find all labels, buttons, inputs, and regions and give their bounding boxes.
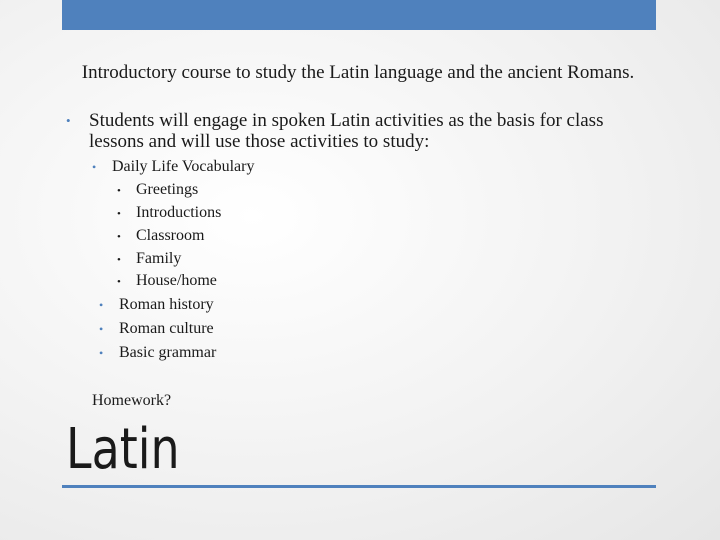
top-accent-bar: [62, 0, 656, 30]
vocab-label: House/home: [136, 272, 217, 289]
topic-item: [92, 158, 254, 176]
vocab-item: [117, 272, 217, 291]
bullet-icon: •: [66, 113, 71, 128]
bullet-icon: •: [99, 322, 104, 336]
topic-item: [99, 320, 214, 338]
vocab-label: Classroom: [136, 227, 205, 244]
main-bullet-text: Students will engage in spoken Latin activities as the basis for class lessons and will use those activities to study:: [89, 110, 604, 152]
intro-text: Introductory course to study the Latin language and the ancient Romans.: [81, 62, 635, 83]
vocab-item: [117, 181, 198, 200]
vocab-item: [117, 227, 204, 246]
vocab-item: [117, 250, 181, 269]
bullet-icon: •: [117, 276, 121, 288]
vocab-label: Family: [136, 250, 182, 267]
bullet-icon: •: [117, 231, 121, 243]
topic-label: Roman history: [119, 296, 214, 313]
vocab-item: [117, 204, 221, 223]
topic-item: [99, 296, 214, 314]
bullet-icon: •: [99, 298, 104, 312]
slide-title: Latin: [66, 417, 180, 482]
vocab-label: Introductions: [136, 204, 222, 221]
main-bullet: [66, 110, 646, 152]
vocab-label: Greetings: [136, 181, 199, 198]
title-underline: [62, 485, 656, 488]
homework-text: Homework?: [92, 392, 172, 409]
topic-label: Roman culture: [119, 320, 214, 337]
bullet-icon: •: [99, 346, 104, 360]
topic-label: Daily Life Vocabulary: [112, 158, 255, 175]
bullet-icon: •: [117, 254, 121, 266]
topic-label: Basic grammar: [119, 344, 217, 361]
bullet-icon: •: [117, 185, 121, 197]
bullet-icon: •: [92, 160, 97, 174]
bullet-icon: •: [117, 208, 121, 220]
topic-item: [99, 344, 216, 362]
